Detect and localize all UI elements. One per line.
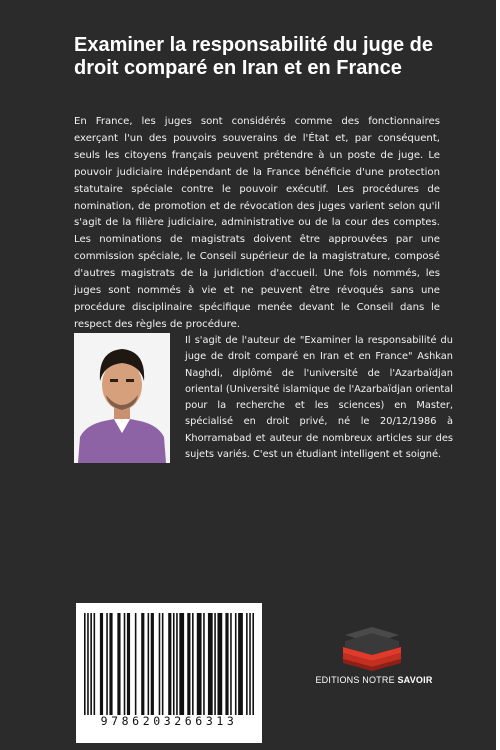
barcode-bar: [151, 613, 154, 715]
barcode-bar: [252, 613, 254, 715]
barcode-bar: [168, 613, 171, 715]
barcode-bars: [84, 613, 254, 715]
stacked-books-logo-icon: [337, 623, 407, 673]
barcode-bar: [249, 613, 251, 715]
author-bio: Il s'agit de l'auteur de "Examiner la responsabilité du juge de droit comparé en Iran et en France" Ashkan Naghdi, diplômé de l'université de l'Azarbaïdjan oriental (Université islamique de l'Azarbaïdjan oriental pour la recherche et les sciences) en Master, spécialisé en droit privé, né le 20/12/1986 à Khorramabad et auteur de nombreux articles sur des sujets variés. C'est un étudiant intelligent et soigné.: [185, 335, 453, 461]
publisher-name: [315, 675, 433, 685]
barcode-bar: [87, 613, 89, 715]
barcode-bar: [127, 613, 130, 715]
barcode-bar: [117, 613, 120, 715]
barcode-bar: [187, 613, 190, 715]
barcode-bar: [159, 613, 161, 715]
barcode-bar: [235, 613, 237, 715]
barcode-bar: [173, 613, 175, 715]
barcode-bar: [225, 613, 228, 715]
barcode-bar: [179, 613, 184, 715]
barcode-bar: [217, 613, 222, 715]
barcode-bar: [84, 613, 86, 715]
book-summary: En France, les juges sont considérés comme des fonctionnaires exerçant l'un des pouvoirs souverains de l'État et, par conséquent, seuls les citoyens français peuvent prétendre à un poste de juge. Le pouvoir judiciaire indépendant de la France bénéficie d'une protection statutaire spéciale contre le pouvoir exécutif. Les procédures de nomination, de promotion et de révocation des juges varient selon qu'il s'agit de la filière judiciaire, administrative ou de la cour des comptes. Les nominations de magistrats doivent être approuvées par une commission spéciale, le Conseil supérieur de la magistrature, composé d'autres magistrats de la juridiction d'accueil. Une fois nommés, les juges sont nommés à vie et ne peuvent être révoqués sans une procédure disciplinaire spécifique menée devant le Conseil dans le respect des règles de procédure.: [74, 116, 440, 330]
barcode-bar: [106, 613, 108, 715]
publisher-name-prefix: EDITIONS NOTRE: [315, 675, 398, 685]
barcode-bar: [208, 613, 213, 715]
barcode-bar: [197, 613, 202, 715]
barcode-bar: [109, 613, 112, 715]
barcode-bar: [192, 613, 194, 715]
barcode-bar: [94, 613, 96, 715]
barcode-bar: [135, 613, 137, 715]
isbn-barcode: [76, 603, 262, 743]
barcode-bar: [238, 613, 243, 715]
barcode-bar: [176, 613, 178, 715]
barcode-bar: [203, 613, 205, 715]
author-photo: [74, 333, 170, 463]
publisher-name-strong: SAVOIR: [397, 675, 433, 685]
barcode-bar: [141, 613, 144, 715]
barcode-bar: [100, 613, 103, 715]
barcode-bar: [230, 613, 232, 715]
barcode-bar: [90, 613, 92, 715]
barcode-bar: [124, 613, 126, 715]
barcode-bar: [148, 613, 150, 715]
barcode-bar: [214, 613, 216, 715]
isbn-number: 9786203266313: [100, 714, 238, 728]
barcode-bar: [246, 613, 248, 715]
author-portrait-image: [74, 333, 170, 463]
barcode-bar: [162, 613, 164, 715]
book-title: Examiner la responsabilité du juge de droit comparé en Iran et en France: [74, 34, 433, 79]
